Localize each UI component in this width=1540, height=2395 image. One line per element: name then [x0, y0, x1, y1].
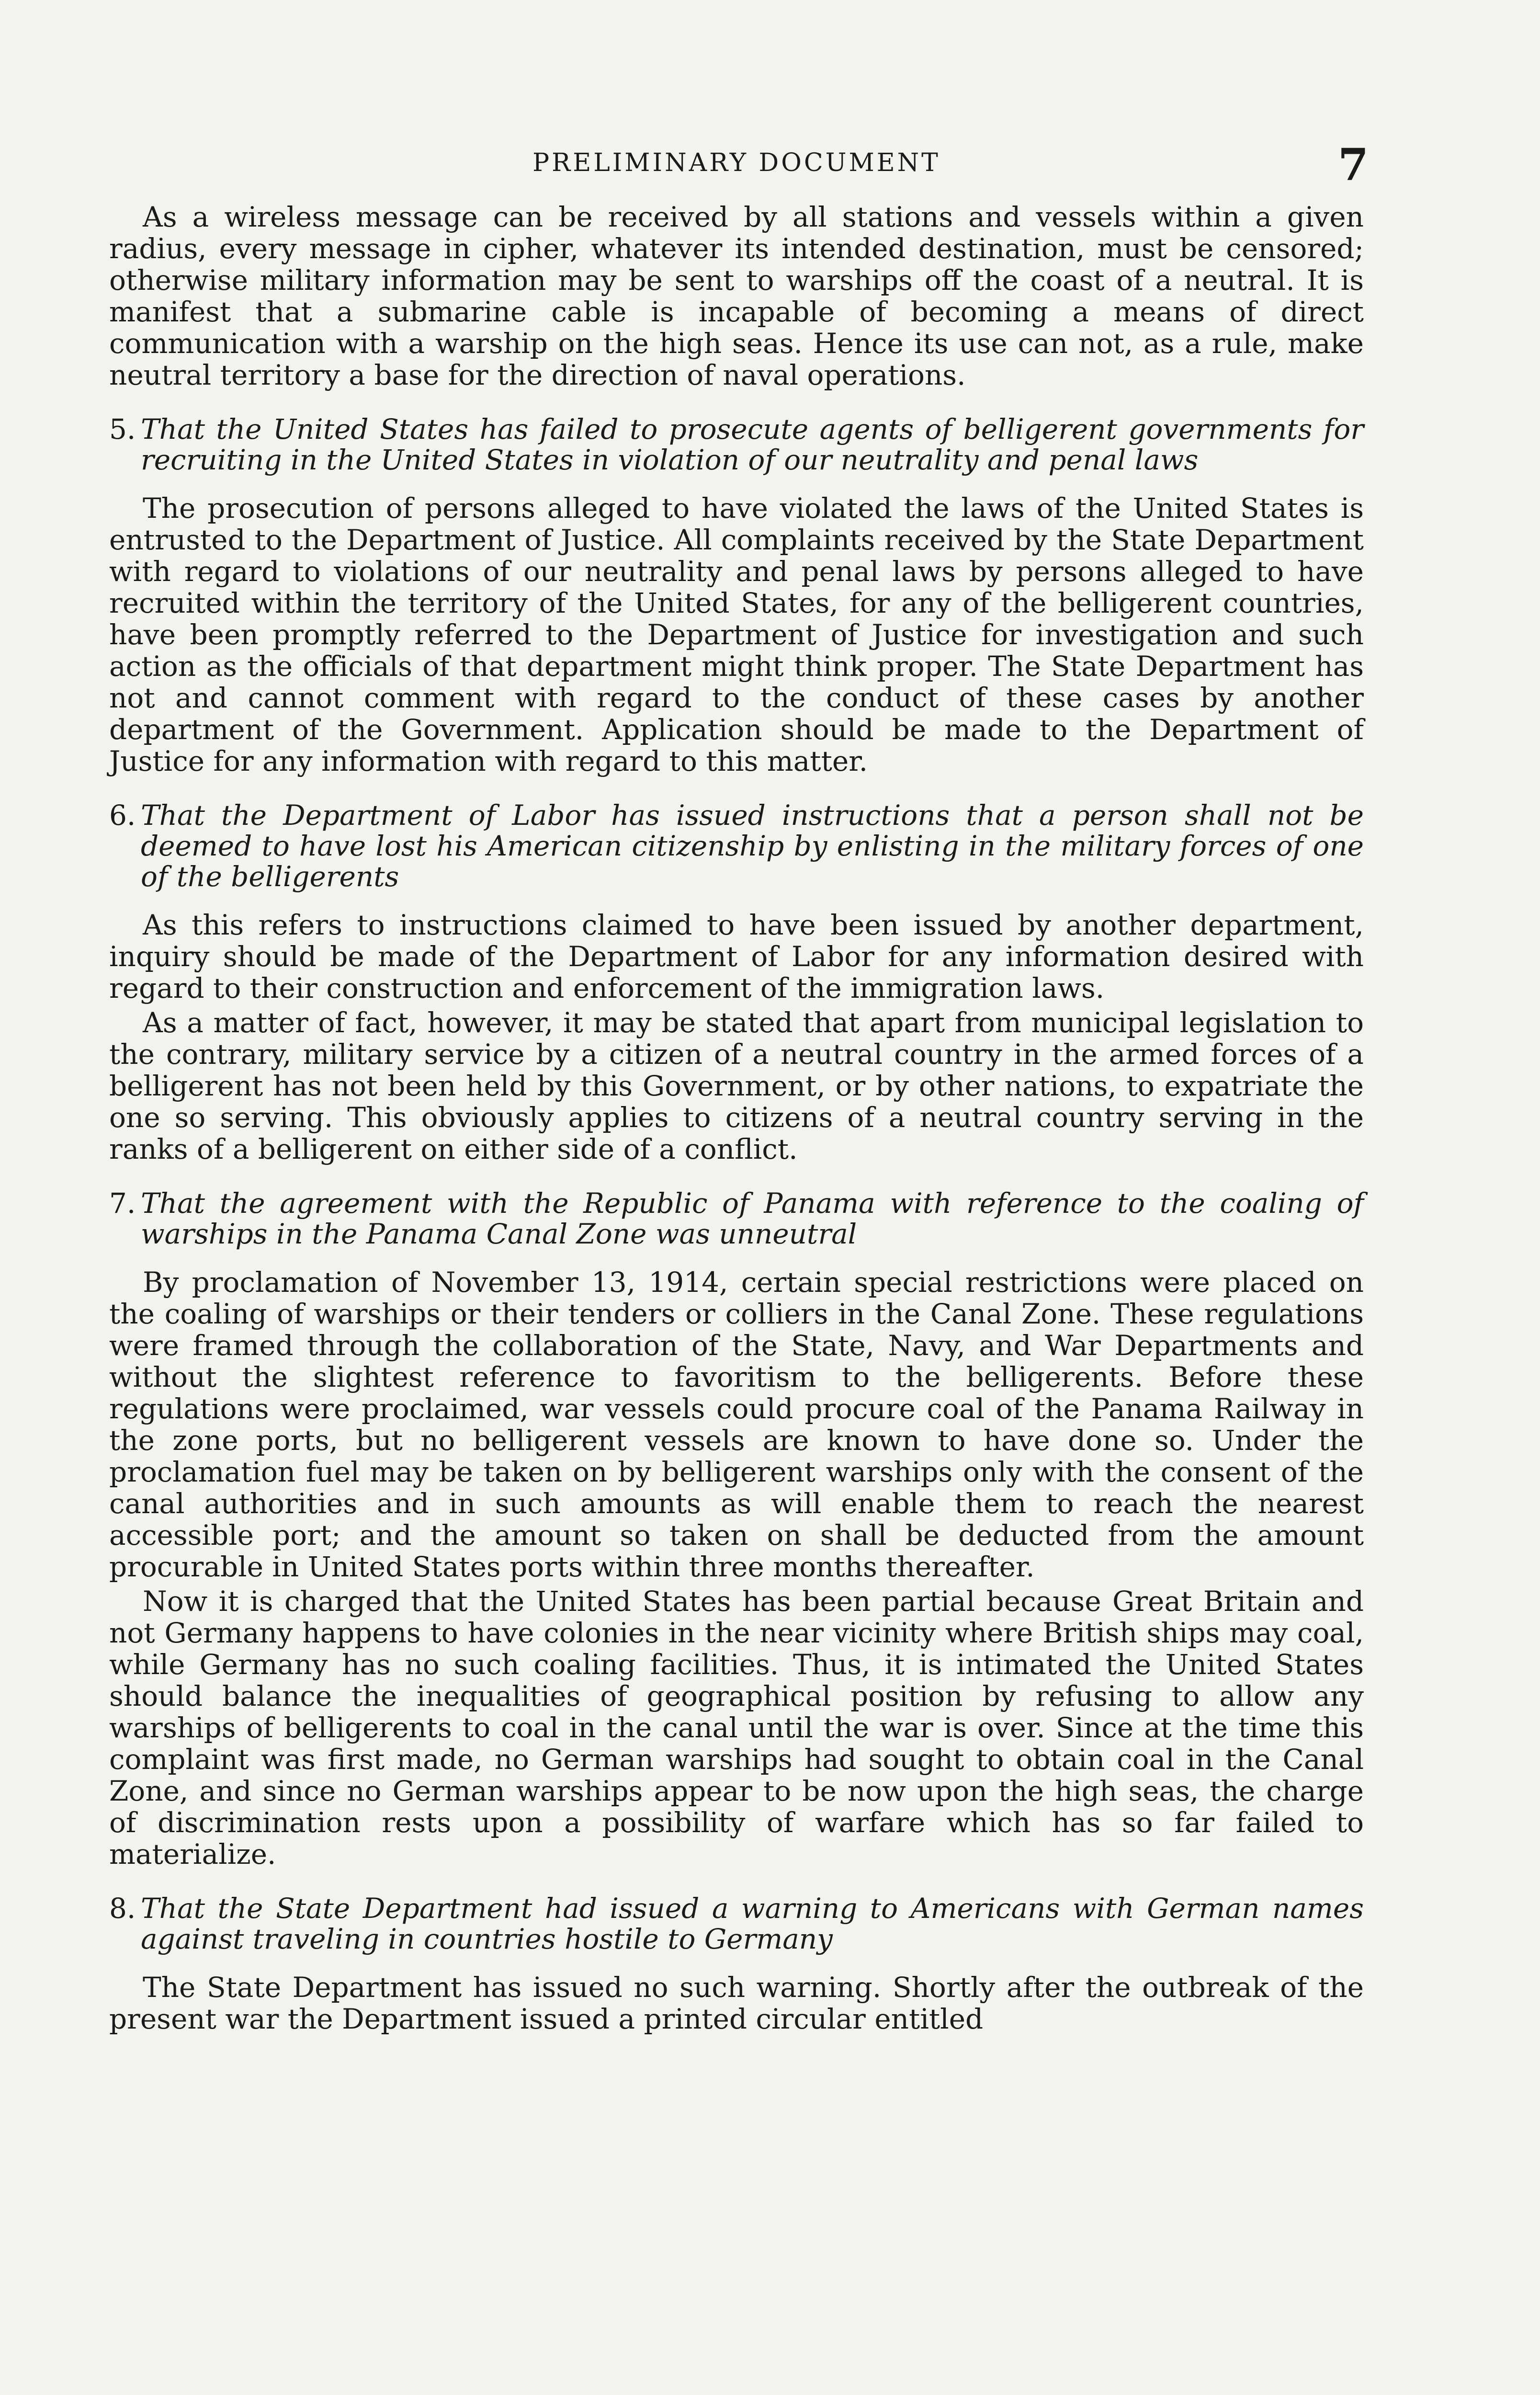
section-heading	[109, 414, 1364, 475]
section-heading	[109, 1893, 1364, 1954]
paragraph: As this refers to instructions claimed to have been issued by another department, inquiry should be made of the Department of Labor for any information desired with regard to their construction and enforcement of the immigration laws.	[109, 909, 1364, 1004]
section-number: 8.	[109, 1892, 136, 1925]
section-heading-text: That the State Department had issued a warning to Americans with German names against traveling in countries hostile to Germany	[141, 1892, 1364, 1955]
section-heading	[109, 800, 1364, 892]
section-heading-text: That the agreement with the Republic of Panama with reference to the coaling of warships in the Panama Canal Zone was unneutral	[141, 1187, 1364, 1250]
paragraph: By proclamation of November 13, 1914, certain special restrictions were placed on the coaling of warships or their tenders or colliers in the Canal Zone. These regulations were framed through the collaboration of the State, Navy, and War Departments and without the slightest reference to favoritism to the belligerents. Before these regulations were proclaimed, war vessels could procure coal of the Panama Railway in the zone ports, but no belligerent vessels are known to have done so. Under the proclamation fuel may be taken on by belligerent warships only with the consent of the canal authorities and in such amounts as will enable them to reach the nearest accessible port; and the amount so taken on shall be deducted from the amount procurable in United States ports within three months thereafter.	[109, 1266, 1364, 1583]
paragraph: The State Department has issued no such warning. Shortly after the outbreak of the present war the Department issued a printed circular entitled	[109, 1971, 1364, 2035]
paragraph: As a matter of fact, however, it may be stated that apart from municipal legislation to the contrary, military service by a citizen of a neutral country in the armed forces of a belligerent has not been held by this Government, or by other nations, to expatriate the one so serving. This obviously applies to citizens of a neutral country serving in the ranks of a belligerent on either side of a conflict.	[109, 1006, 1364, 1165]
page-number: 7	[1337, 139, 1369, 191]
paragraph: Now it is charged that the United States has been partial because Great Britain and not Germany happens to have colonies in the near vicinity where British ships may coal, while Germany has no such coaling facilities. Thus, it is intimated the United States should balance the inequalities of geographical position by refusing to allow any warships of belligerents to coal in the canal until the war is over. Since at the time this complaint was first made, no German warships had sought to obtain coal in the Canal Zone, and since no German warships appear to be now upon the high seas, the charge of discrimination rests upon a possibility of warfare which has so far failed to materialize.	[109, 1585, 1364, 1870]
section-number: 6.	[109, 799, 136, 832]
running-title: PRELIMINARY DOCUMENT	[532, 148, 940, 177]
document-page	[109, 139, 1369, 2395]
paragraph: The prosecution of persons alleged to have violated the laws of the United States is entrusted to the Department of Justice. All complaints received by the State Department with regard to violations of our neutrality and penal laws by persons alleged to have recruited within the territory of the United States, for any of the belligerent countries, have been promptly referred to the Department of Justice for investigation and such action as the officials of that department might think proper. The State Department has not and cannot comment with regard to the conduct of these cases by another department of the Government. Application should be made to the Department of Justice for any information with regard to this matter.	[109, 492, 1364, 777]
section-heading	[109, 1188, 1364, 1249]
paragraph: As a wireless message can be received by all stations and vessels within a given radius, every message in cipher, whatever its intended destination, must be censored; otherwise military information may be sent to warships off the coast of a neutral. It is manifest that a submarine cable is incapable of becoming a means of direct communication with a warship on the high seas. Hence its use can not, as a rule, make neutral territory a base for the direction of naval operations.	[109, 201, 1364, 391]
section-heading-text: That the Department of Labor has issued instructions that a person shall not be deemed to have lost his American citizenship by enlisting in the military forces of one of the belligerents	[141, 799, 1364, 893]
section-number: 5.	[109, 413, 136, 445]
section-number: 7.	[109, 1187, 136, 1220]
running-header	[109, 139, 1369, 201]
section-heading-text: That the United States has failed to prosecute agents of belligerent governments for recruiting in the United States in violation of our neutrality and penal laws	[141, 413, 1364, 476]
